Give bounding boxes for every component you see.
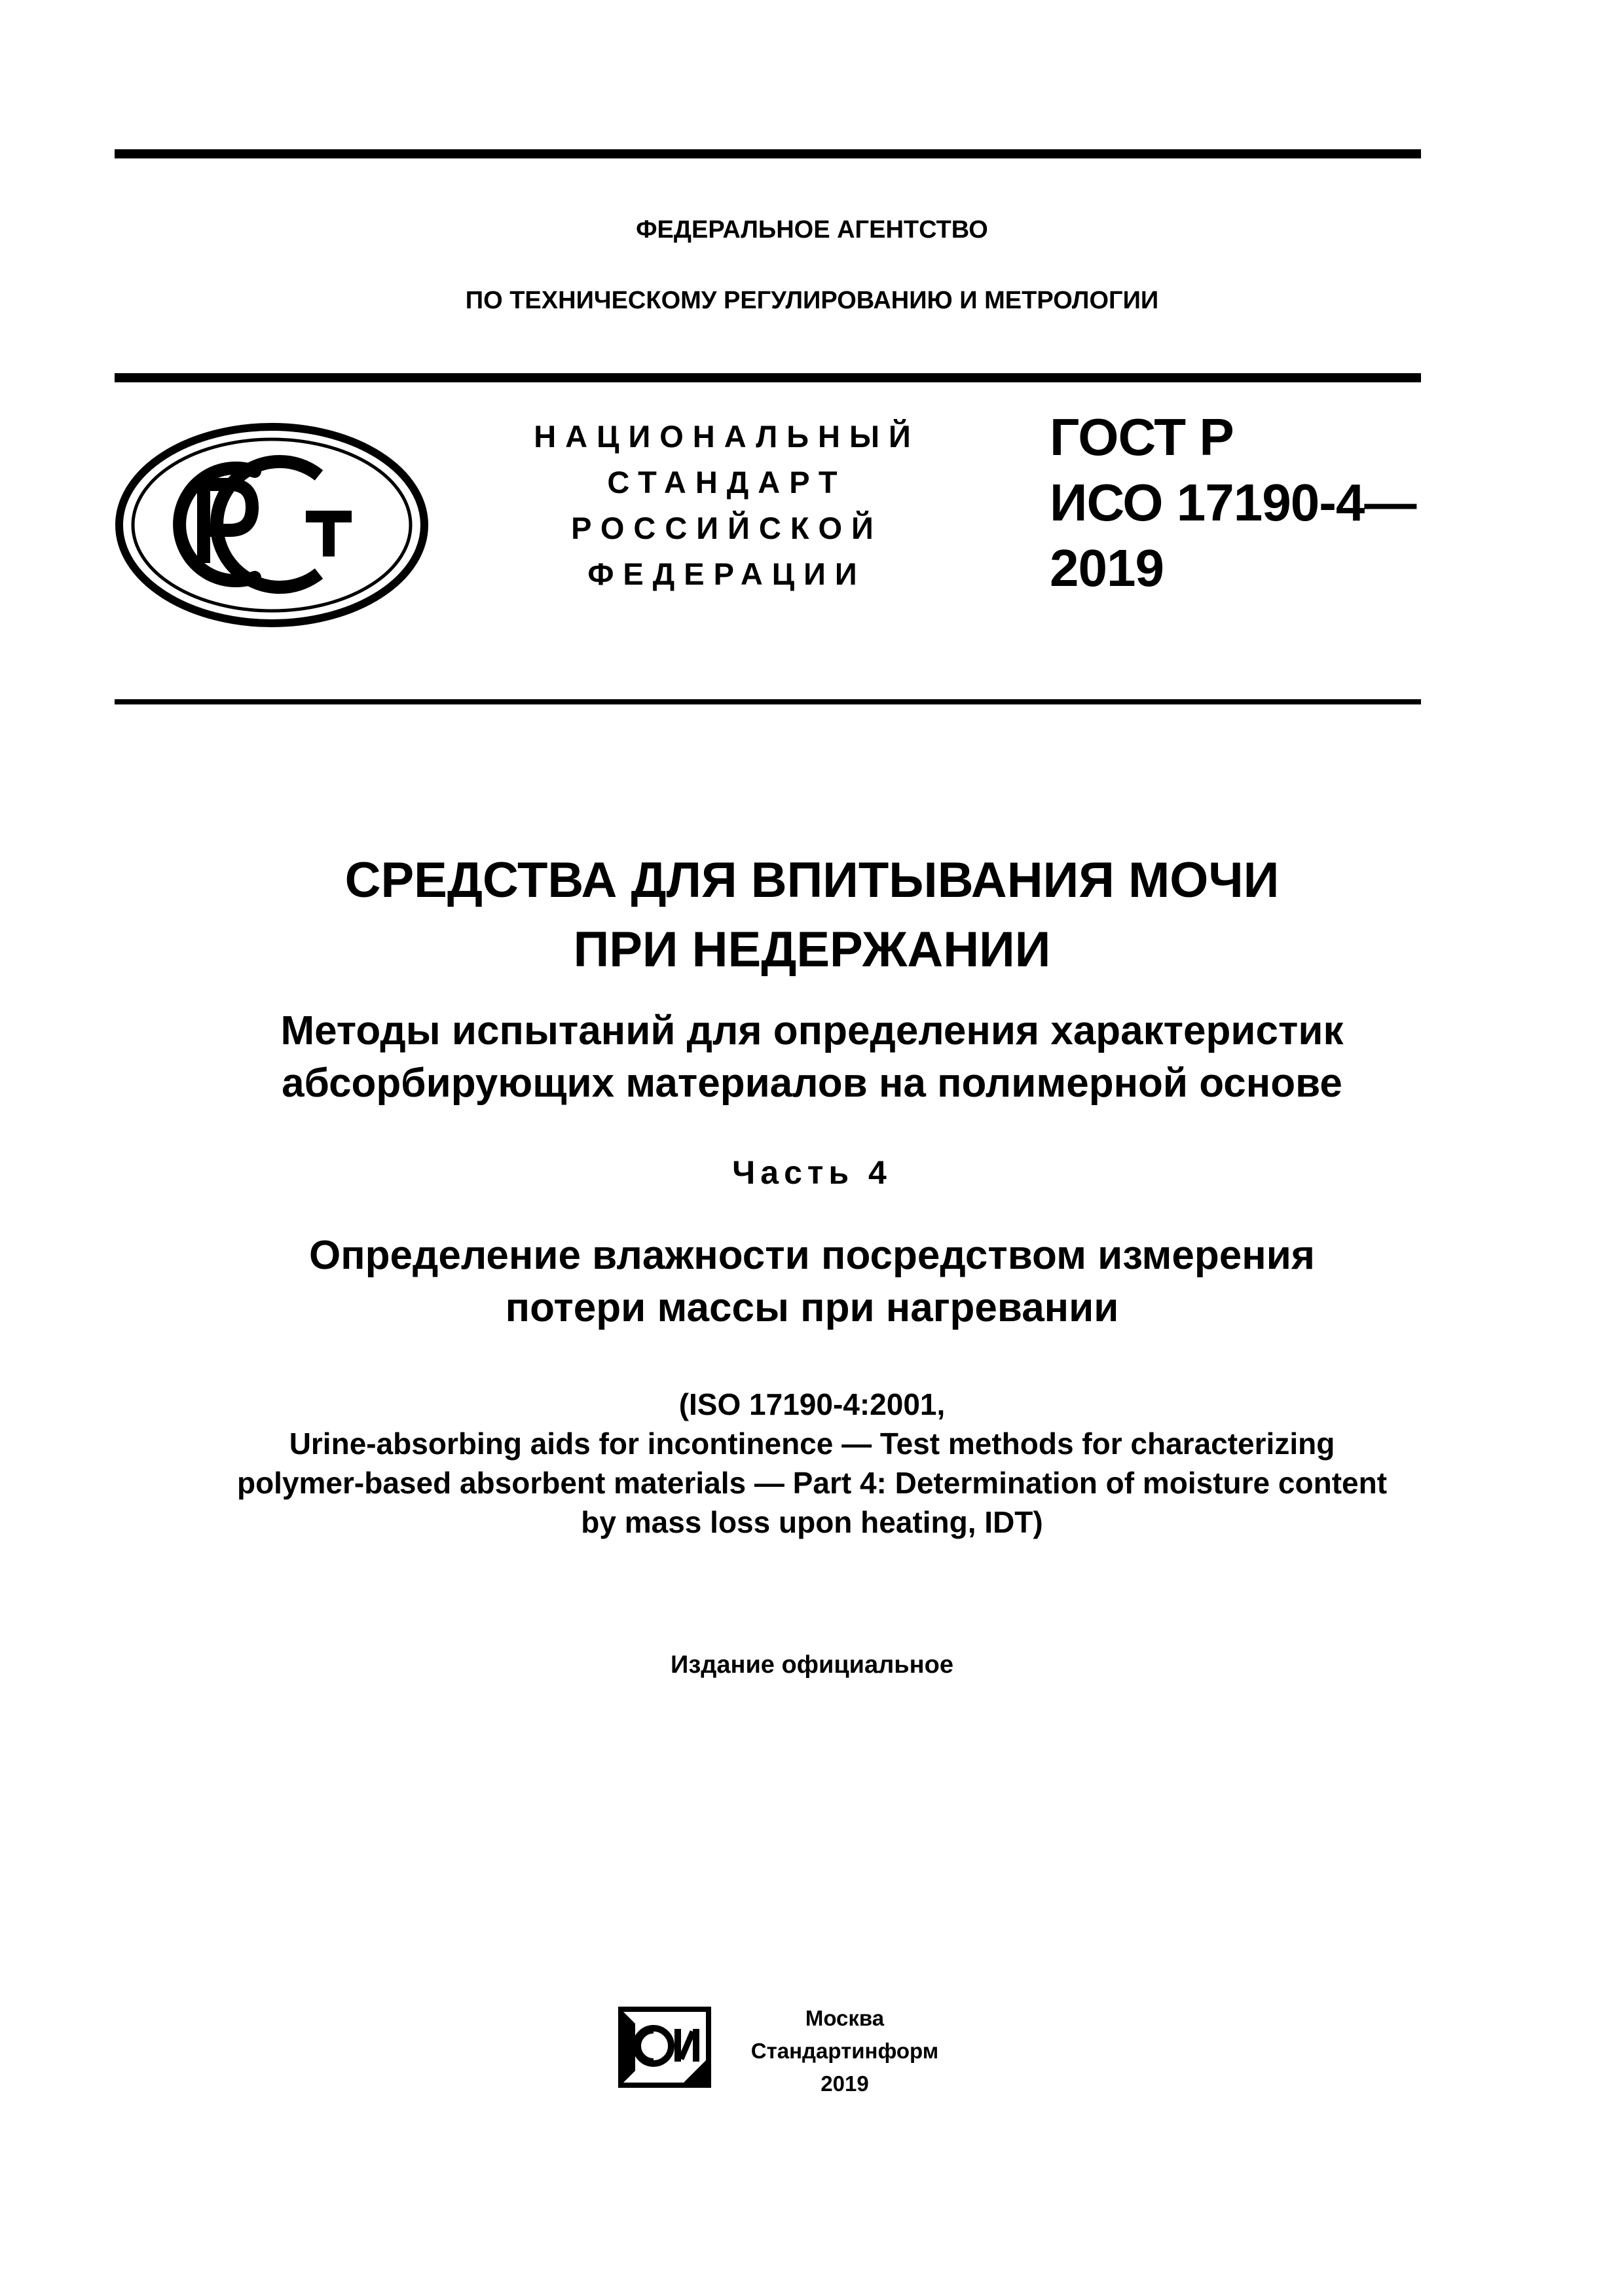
designation-line-2: ИСО 17190-4— [1050, 473, 1416, 532]
part-label: Часть 4 [732, 1154, 892, 1191]
part-title-line-1: Определение влажности посредством измерения [309, 1233, 1315, 1278]
main-title-line-2: ПРИ НЕДЕРЖАНИИ [573, 922, 1051, 977]
edition-label: Издание официальное [671, 1651, 953, 1679]
top-rule [115, 149, 1421, 158]
subtitle-line-2: абсорбирующих материалов на полимерной основе [282, 1061, 1342, 1106]
middle-rule [115, 373, 1421, 382]
iso-reference [0, 1385, 1624, 1542]
national-standard-line-2: СТАНДАРТ [607, 465, 847, 500]
subtitle [0, 1005, 1624, 1110]
part-title-line-2: потери массы при нагревании [505, 1285, 1119, 1330]
national-standard-line-4: ФЕДЕРАЦИИ [587, 556, 866, 591]
publisher-block [720, 2002, 969, 2100]
gost-r-logo-icon [115, 420, 429, 630]
national-standard-line-1: НАЦИОНАЛЬНЫЙ [534, 419, 920, 454]
iso-reference-line-1: (ISO 17190-4:2001, [678, 1387, 946, 1421]
publisher-city: Москва [805, 2006, 885, 2030]
publisher-name: Стандартинформ [750, 2039, 939, 2063]
agency-line-2: ПО ТЕХНИЧЕСКОМУ РЕГУЛИРОВАНИЮ И МЕТРОЛОГИИ [465, 287, 1159, 314]
main-title [0, 846, 1624, 985]
part-title [0, 1230, 1624, 1334]
iso-reference-line-2: Urine-absorbing aids for incontinence — Test methods for characterizing [289, 1427, 1335, 1461]
agency-line-1: ФЕДЕРАЛЬНОЕ АГЕНТСТВО [636, 216, 988, 244]
designation-line-1: ГОСТ Р [1050, 408, 1234, 466]
national-standard-block [498, 414, 956, 597]
iso-reference-line-4: by mass loss upon heating, IDT) [581, 1505, 1043, 1539]
lower-rule [115, 699, 1421, 704]
standard-designation [1050, 405, 1416, 601]
national-standard-line-3: РОССИЙСКОЙ [571, 511, 883, 545]
iso-reference-line-3: polymer-based absorbent materials — Part 4: Determination of moisture content [236, 1466, 1388, 1500]
publisher-year: 2019 [821, 2071, 869, 2096]
subtitle-line-1: Методы испытаний для определения характеристик [280, 1008, 1344, 1053]
main-title-line-1: СРЕДСТВА ДЛЯ ВПИТЫВАНИЯ МОЧИ [344, 852, 1280, 908]
standartinform-logo-icon [616, 2000, 714, 2095]
designation-line-3: 2019 [1050, 539, 1164, 597]
